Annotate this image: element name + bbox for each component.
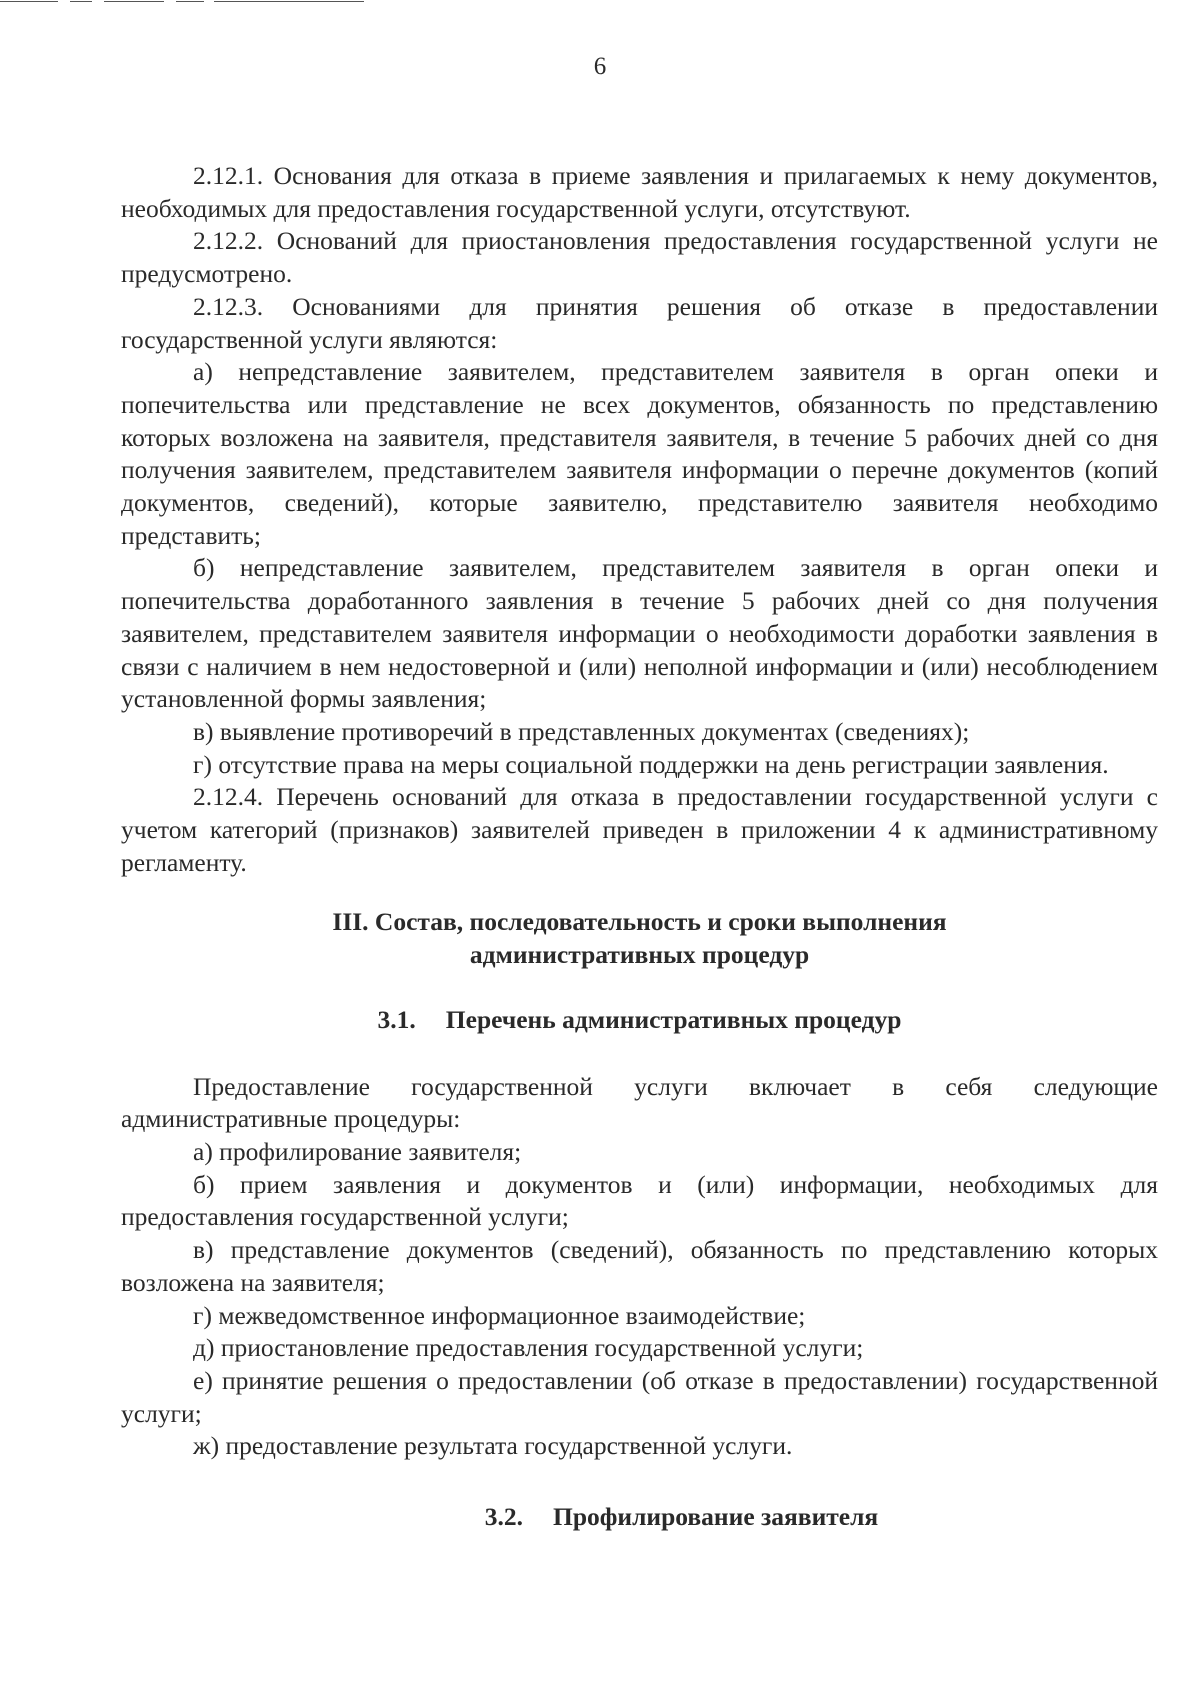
page-number: 6: [593, 53, 607, 80]
subsection-3-2-title: Профилирование заявителя: [553, 1502, 879, 1532]
paragraph-3-1-d: д) приостановление предоставления государственной услуги;: [193, 1333, 864, 1363]
scan-artifact-lines: [0, 0, 380, 4]
subsection-3-1-title: Перечень административных процедур: [445, 1004, 902, 1034]
subsection-3-2-heading: [121, 1501, 1158, 1534]
paragraph-3-1-v: в) представление документов (сведений), обязанность по представлению которых возложена на заявителя;: [121, 1235, 1158, 1297]
subsection-3-1-heading: [121, 1004, 1158, 1037]
document-body: [121, 160, 1158, 1534]
paragraph-3-1-e: е) принятие решения о предоставлении (об отказе в предоставлении) государственной услуги;: [121, 1365, 1158, 1428]
subsection-3-1-number: 3.1.: [377, 1004, 416, 1034]
section-3-heading: [121, 906, 1158, 971]
paragraph-2-12-3-a: а) непредставление заявителем, представителем заявителя в орган опеки и попечительства или представление не всех документов, обязанность по представлению которых возложена на заявителя, представителя заявителя, в течение 5 рабочих дней со дня получения заявителем, представителем заявителя информации о перечне документов (копий документов, сведений), которые заявителю, представителю заявителя необходимо представить;: [121, 357, 1158, 550]
paragraph-2-12-3-b: б) непредставление заявителем, представителем заявителя в орган опеки и попечительства доработанного заявления в течение 5 рабочих дней со дня получения заявителем, представителем заявителя информации о необходимости доработки заявления в связи с наличием в нем недостоверной и (или) неполной информации и (или) несоблюдением установленной формы заявления;: [121, 553, 1158, 714]
section-3-heading-line-2: административных процедур: [469, 940, 810, 970]
paragraph-2-12-3-v: в) выявление противоречий в представленных документах (сведениях);: [193, 716, 970, 746]
paragraph-3-1-intro: Предоставление государственной услуги включает в себя следующие административные процедуры:: [121, 1071, 1158, 1134]
section-3-heading-line-1: III. Состав, последовательность и сроки выполнения: [332, 907, 947, 937]
paragraph-2-12-3-g: г) отсутствие права на меры социальной поддержки на день регистрации заявления.: [193, 749, 1109, 779]
paragraph-3-1-b: б) прием заявления и документов и (или) информации, необходимых для предоставления государственной услуги;: [121, 1169, 1158, 1232]
subsection-3-2-number: 3.2.: [484, 1502, 524, 1532]
paragraph-2-12-4: 2.12.4. Перечень оснований для отказа в предоставлении государственной услуги с учетом категорий (признаков) заявителей приведен в приложении 4 к административному регламенту.: [121, 782, 1158, 877]
paragraph-3-1-zh: ж) предоставление результата государственной услуги.: [193, 1431, 793, 1461]
paragraph-2-12-3: 2.12.3. Основаниями для принятия решения об отказе в предоставлении государственной услуги являются:: [121, 291, 1158, 354]
paragraph-2-12-2: 2.12.2. Оснований для приостановления предоставления государственной услуги не предусмотрено.: [121, 226, 1158, 289]
paragraph-3-1-g: г) межведомственное информационное взаимодействие;: [193, 1300, 806, 1330]
paragraph-2-12-1: 2.12.1. Основания для отказа в приеме заявления и прилагаемых к нему документов, необходимых для предоставления государственной услуги, отсутствуют.: [121, 161, 1158, 223]
paragraph-3-1-a: а) профилирование заявителя;: [193, 1136, 522, 1166]
